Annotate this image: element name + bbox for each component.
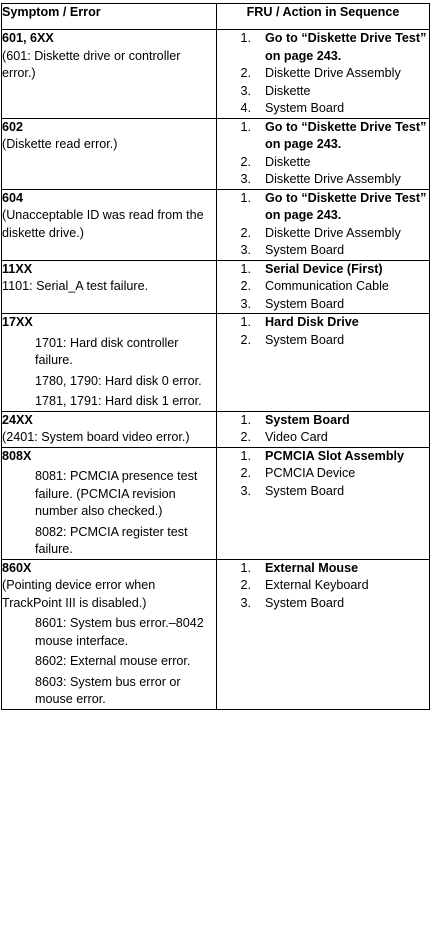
- action-item: [217, 261, 429, 279]
- table-row: [2, 30, 430, 119]
- action-item: [217, 171, 429, 189]
- fru-table: [1, 3, 430, 710]
- action-item: [217, 154, 429, 172]
- symptom-cell: [2, 189, 217, 260]
- sub-error-description: 1781, 1791: Hard disk 1 error.: [35, 394, 202, 408]
- error-description: (601: Diskette drive or controller error.): [2, 48, 181, 80]
- table-row: [2, 447, 430, 559]
- error-description: (Pointing device error when TrackPoint III is disabled.): [2, 578, 156, 610]
- action-text: Diskette Drive Assembly: [265, 66, 401, 80]
- action-text: System Board: [265, 101, 345, 115]
- action-number: 1.: [240, 190, 251, 205]
- error-code: 602: [2, 119, 24, 134]
- symptom-cell: [2, 118, 217, 189]
- action-text: Go to “Diskette Drive Test” on page 243.: [265, 119, 427, 151]
- symptom-cell: [2, 411, 217, 447]
- action-text: System Board: [265, 243, 345, 257]
- action-item: [217, 30, 429, 65]
- symptom-cell: [2, 314, 217, 412]
- error-code: 604: [2, 190, 24, 205]
- sub-error-description: 8081: PCMCIA presence test failure. (PCMCIA revision number also checked.): [35, 469, 198, 518]
- table-header: [2, 4, 430, 30]
- action-cell: [217, 559, 430, 709]
- action-text: Communication Cable: [265, 279, 389, 293]
- error-code: 11XX: [2, 261, 33, 276]
- action-number: 3.: [240, 296, 251, 311]
- action-item: [217, 83, 429, 101]
- action-text: Hard Disk Drive: [265, 315, 359, 329]
- error-code: 24XX: [2, 412, 33, 427]
- action-list: [217, 314, 429, 349]
- action-text: PCMCIA Device: [265, 466, 356, 480]
- action-number: 2.: [240, 332, 251, 347]
- action-number: 3.: [240, 595, 251, 610]
- action-number: 3.: [240, 83, 251, 98]
- action-item: [217, 412, 429, 430]
- action-item: [217, 332, 429, 350]
- action-item: [217, 100, 429, 118]
- action-list: [217, 190, 429, 260]
- action-item: [217, 278, 429, 296]
- action-item: [217, 190, 429, 225]
- error-code: 601, 6XX: [2, 31, 54, 45]
- action-item: [217, 296, 429, 314]
- action-cell: [217, 260, 430, 314]
- action-number: 1.: [240, 119, 251, 134]
- action-text: External Mouse: [265, 560, 359, 575]
- action-number: 3.: [240, 172, 251, 186]
- action-cell: [217, 411, 430, 447]
- action-item: [217, 429, 429, 447]
- error-description: (Diskette read error.): [2, 137, 118, 151]
- error-description: (Unacceptable ID was read from the diskette drive.): [2, 208, 204, 240]
- action-cell: [217, 447, 430, 559]
- table-body: [2, 30, 430, 710]
- action-text: Diskette Drive Assembly: [265, 225, 401, 240]
- action-item: [217, 242, 429, 260]
- action-column-header: FRU / Action in Sequence: [217, 4, 430, 30]
- symptom-column-header: Symptom / Error: [2, 4, 217, 30]
- action-number: 1.: [240, 315, 251, 329]
- action-number: 2.: [240, 279, 251, 293]
- action-list: [217, 412, 429, 447]
- action-item: [217, 119, 429, 154]
- table-row: [2, 559, 430, 709]
- table-row: [2, 260, 430, 314]
- action-cell: [217, 314, 430, 412]
- action-list: [217, 261, 429, 314]
- action-number: 2.: [240, 66, 251, 80]
- action-number: 2.: [240, 430, 251, 444]
- action-cell: [217, 118, 430, 189]
- table-row: [2, 118, 430, 189]
- action-text: Go to “Diskette Drive Test” on page 243.: [265, 31, 427, 63]
- action-number: 1.: [240, 448, 251, 463]
- action-item: [217, 448, 429, 466]
- error-code: 860X: [2, 560, 32, 575]
- action-list: [217, 119, 429, 189]
- action-list: [217, 560, 429, 613]
- action-text: Diskette: [265, 154, 311, 169]
- table-row: [2, 411, 430, 447]
- action-list: [217, 30, 429, 118]
- error-description: (2401: System board video error.): [2, 430, 190, 444]
- action-item: [217, 65, 429, 83]
- action-cell: [217, 30, 430, 119]
- action-number: 3.: [240, 483, 251, 498]
- action-text: System Board: [265, 595, 345, 610]
- action-text: Go to “Diskette Drive Test” on page 243.: [265, 190, 427, 222]
- action-number: 4.: [240, 101, 251, 115]
- action-item: [217, 577, 429, 595]
- action-number: 2.: [240, 466, 251, 480]
- table-row: [2, 314, 430, 412]
- sub-error-description: 8602: External mouse error.: [35, 654, 191, 668]
- action-text: System Board: [265, 412, 350, 427]
- action-text: System Board: [265, 296, 345, 311]
- sub-error-description: 8603: System bus error or mouse error.: [35, 674, 181, 706]
- symptom-cell: [2, 30, 217, 119]
- action-number: 1.: [240, 261, 251, 276]
- action-text: Diskette Drive Assembly: [265, 172, 401, 186]
- action-item: [217, 465, 429, 483]
- action-item: [217, 225, 429, 243]
- action-cell: [217, 189, 430, 260]
- error-description: 1101: Serial_A test failure.: [2, 279, 149, 293]
- action-item: [217, 314, 429, 332]
- symptom-cell: [2, 260, 217, 314]
- error-code: 17XX: [2, 315, 33, 329]
- action-text: Video Card: [265, 430, 328, 444]
- action-item: [217, 483, 429, 501]
- action-text: System Board: [265, 483, 345, 498]
- action-item: [217, 595, 429, 613]
- action-number: 3.: [240, 243, 251, 257]
- table-row: [2, 189, 430, 260]
- action-number: 2.: [240, 225, 251, 240]
- action-text: System Board: [265, 332, 345, 347]
- action-number: 2.: [240, 578, 251, 592]
- symptom-cell: [2, 559, 217, 709]
- symptom-cell: [2, 447, 217, 559]
- sub-error-description: 1701: Hard disk controller failure.: [35, 335, 179, 367]
- action-number: 1.: [240, 412, 251, 427]
- action-text: Diskette: [265, 83, 311, 98]
- action-text: External Keyboard: [265, 578, 369, 592]
- action-text: PCMCIA Slot Assembly: [265, 448, 405, 463]
- error-code: 808X: [2, 448, 32, 463]
- action-text: Serial Device (First): [265, 261, 383, 276]
- action-list: [217, 448, 429, 501]
- action-number: 1.: [240, 31, 251, 45]
- action-number: 2.: [240, 154, 251, 169]
- action-number: 1.: [240, 560, 251, 575]
- sub-error-description: 1780, 1790: Hard disk 0 error.: [35, 373, 202, 388]
- action-item: [217, 560, 429, 578]
- sub-error-description: 8601: System bus error.–8042 mouse interface.: [35, 616, 204, 648]
- sub-error-description: 8082: PCMCIA register test failure.: [35, 524, 188, 556]
